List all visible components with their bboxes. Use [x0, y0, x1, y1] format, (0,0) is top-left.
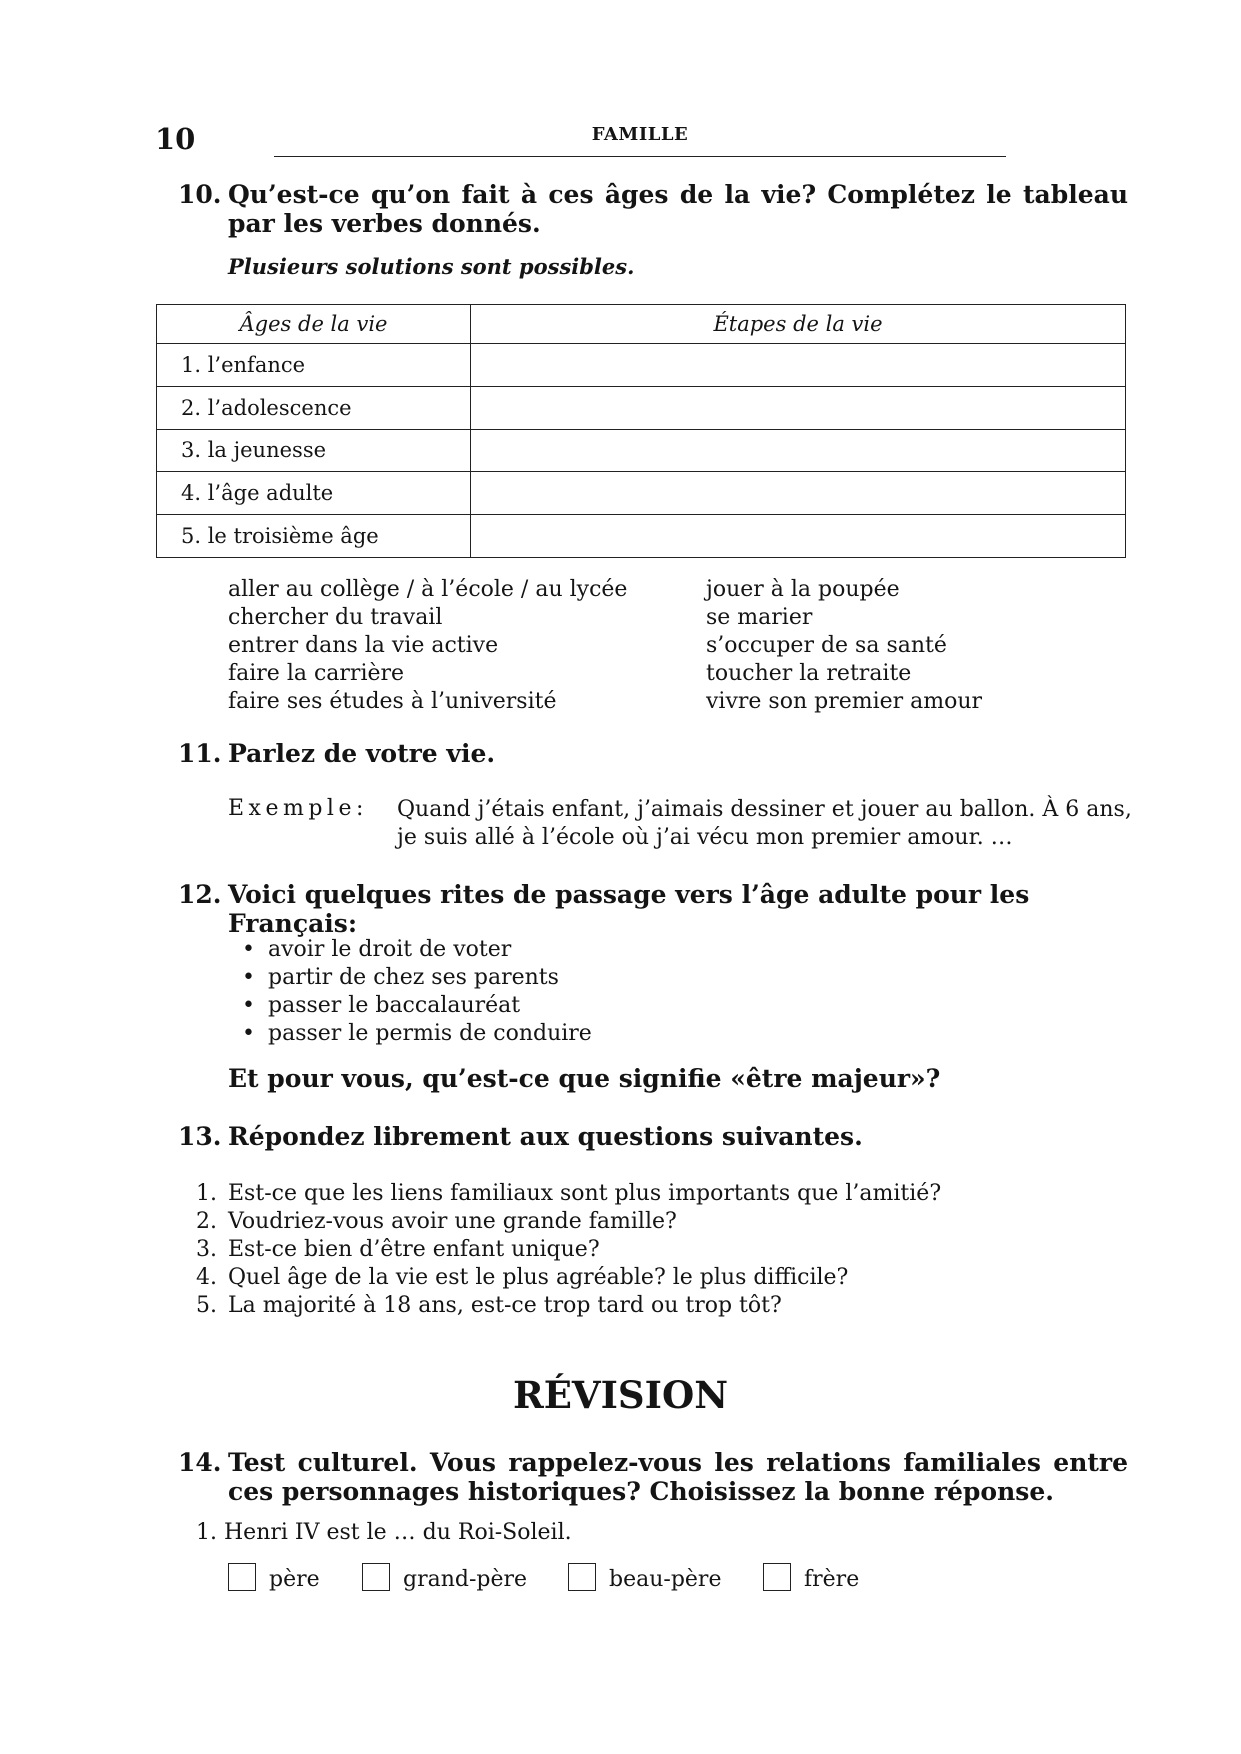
verb-item: toucher la retraite	[706, 661, 912, 686]
checkbox[interactable]	[362, 1563, 390, 1591]
verb-item: chercher du travail	[228, 605, 443, 630]
question-number: 3.	[196, 1237, 217, 1262]
option-label: beau-père	[609, 1567, 722, 1592]
answer-cell[interactable]	[471, 386, 1126, 429]
verb-item: jouer à la poupée	[706, 577, 900, 602]
age-cell: 2. l’adolescence	[157, 386, 471, 429]
exercise-note: Plusieurs solutions sont possibles.	[228, 254, 635, 279]
list-item	[242, 936, 592, 964]
verb-item: se marier	[706, 605, 813, 630]
age-cell: 1. l’enfance	[157, 344, 471, 387]
example-text: Quand j’étais enfant, j’aimais dessiner et jouer au ballon. À 6 ans, je suis allé à l’école où j’ai vécu mon premier amour. …	[397, 797, 1132, 850]
exercise-number: 11.	[178, 739, 222, 768]
option-frere[interactable]	[763, 1563, 859, 1592]
exercise-title: Parlez de votre vie.	[228, 739, 496, 768]
list-item	[196, 1292, 941, 1320]
table-row	[157, 515, 1126, 558]
majority-question: Et pour vous, qu’est-ce que signifie «être majeur»?	[228, 1064, 941, 1093]
list-item	[196, 1180, 941, 1208]
list-item-text: partir de chez ses parents	[268, 965, 559, 990]
bullet-icon: •	[242, 993, 255, 1018]
answer-cell[interactable]	[471, 515, 1126, 558]
option-label: frère	[804, 1567, 860, 1592]
question-text: Voudriez-vous avoir une grande famille?	[228, 1209, 677, 1234]
table-row	[157, 344, 1126, 387]
exercise-title: Test culturel. Vous rappelez-vous les relations familiales entre ces personnages historiques? Choisissez la bonne réponse.	[228, 1448, 1128, 1506]
option-label: père	[269, 1567, 320, 1592]
bullet-icon: •	[242, 937, 255, 962]
exercise-title: Répondez librement aux questions suivantes.	[228, 1122, 863, 1151]
age-cell: 3. la jeunesse	[157, 429, 471, 472]
table-row	[157, 386, 1126, 429]
verb-item: faire ses études à l’université	[228, 689, 557, 714]
table-header-stages: Étapes de la vie	[471, 305, 1126, 344]
page-number: 10	[155, 122, 196, 156]
verb-item: aller au collège / à l’école / au lycée	[228, 577, 628, 602]
rites-list	[242, 936, 592, 1048]
table-header-ages: Âges de la vie	[157, 305, 471, 344]
checkbox[interactable]	[568, 1563, 596, 1591]
example-label: Exemple:	[228, 796, 368, 821]
list-item-text: avoir le droit de voter	[268, 937, 512, 962]
exercise-number: 14.	[178, 1448, 222, 1477]
list-item	[196, 1208, 941, 1236]
list-item	[196, 1236, 941, 1264]
checkbox[interactable]	[228, 1563, 256, 1591]
list-item	[242, 1020, 592, 1048]
verb-item: vivre son premier amour	[706, 689, 983, 714]
answer-cell[interactable]	[471, 429, 1126, 472]
verb-item: faire la carrière	[228, 661, 405, 686]
verb-item: entrer dans la vie active	[228, 633, 499, 658]
list-item	[242, 992, 592, 1020]
question-text: La majorité à 18 ans, est-ce trop tard ou trop tôt?	[228, 1293, 782, 1318]
question-text: Est-ce bien d’être enfant unique?	[228, 1237, 600, 1262]
running-header: FAMILLE	[591, 124, 689, 145]
option-beau-pere[interactable]	[568, 1563, 721, 1592]
section-title: RÉVISION	[512, 1373, 729, 1417]
answer-cell[interactable]	[471, 472, 1126, 515]
option-grand-pere[interactable]	[362, 1563, 527, 1592]
ages-table	[156, 304, 1126, 558]
question-text: Est-ce que les liens familiaux sont plus importants que l’amitié?	[228, 1181, 942, 1206]
verb-list-right	[706, 576, 982, 716]
exercise-number: 10.	[178, 180, 222, 209]
question-item: 1. Henri IV est le … du Roi-Soleil.	[196, 1520, 572, 1545]
age-cell: 5. le troisième âge	[157, 515, 471, 558]
exercise-number: 13.	[178, 1122, 222, 1151]
bullet-icon: •	[242, 965, 255, 990]
answer-cell[interactable]	[471, 344, 1126, 387]
table-row	[157, 472, 1126, 515]
checkbox[interactable]	[763, 1563, 791, 1591]
age-cell: 4. l’âge adulte	[157, 472, 471, 515]
list-item-text: passer le baccalauréat	[268, 993, 521, 1018]
exercise-title: Voici quelques rites de passage vers l’âge adulte pour les Français:	[228, 880, 1030, 938]
header-rule	[274, 156, 1006, 157]
question-text: Quel âge de la vie est le plus agréable? le plus difficile?	[228, 1265, 849, 1290]
verb-list-left	[228, 576, 627, 716]
table-row	[157, 429, 1126, 472]
list-item	[242, 964, 592, 992]
question-number: 5.	[196, 1293, 217, 1318]
questions-list	[196, 1180, 941, 1320]
question-number: 2.	[196, 1209, 217, 1234]
question-number: 4.	[196, 1265, 217, 1290]
question-number: 1.	[196, 1181, 217, 1206]
exercise-number: 12.	[178, 880, 222, 909]
list-item	[196, 1264, 941, 1292]
verb-item: s’occuper de sa santé	[706, 633, 947, 658]
list-item-text: passer le permis de conduire	[268, 1021, 592, 1046]
option-label: grand-père	[403, 1567, 528, 1592]
option-pere[interactable]	[228, 1563, 320, 1592]
exercise-title: Qu’est-ce qu’on fait à ces âges de la vie? Complétez le tableau par les verbes donnés.	[228, 180, 1128, 238]
bullet-icon: •	[242, 1021, 255, 1046]
